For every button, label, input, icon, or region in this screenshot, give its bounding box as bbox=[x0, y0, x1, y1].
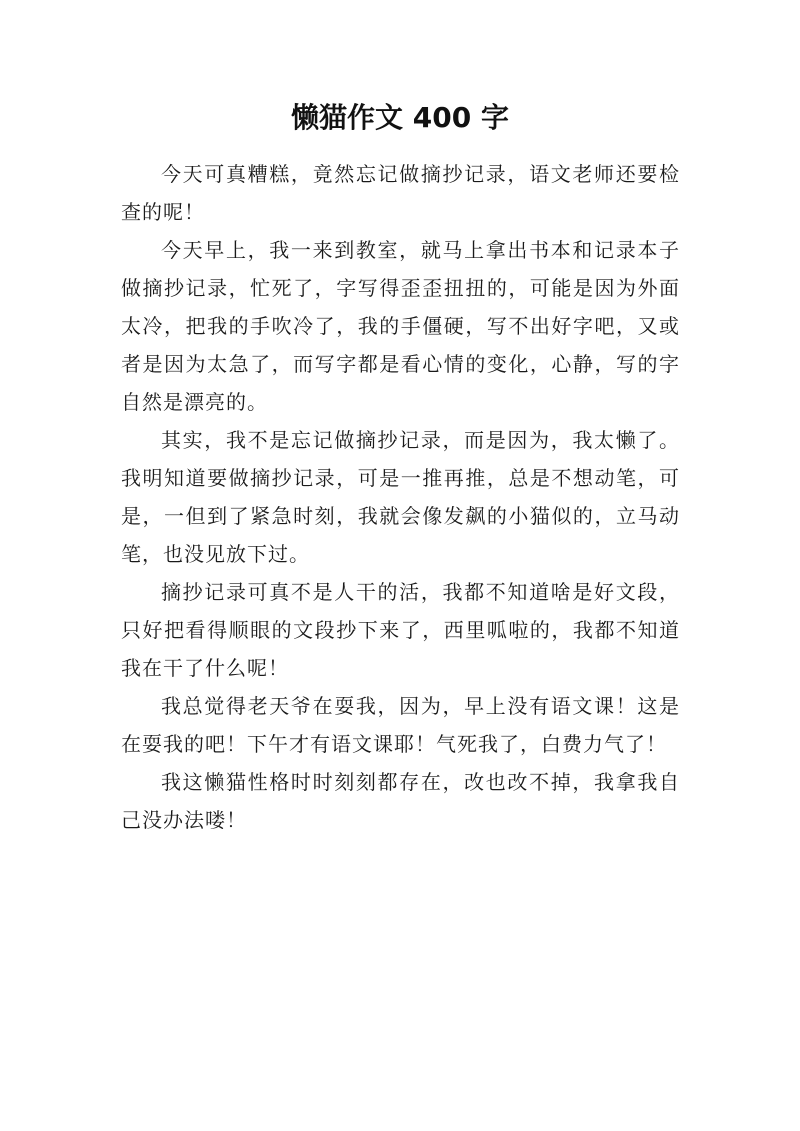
paragraph-6: 我这懒猫性格时时刻刻都存在，改也改不掉，我拿我自己没办法喽！ bbox=[121, 770, 680, 832]
paragraph-4: 摘抄记录可真不是人干的活，我都不知道啥是好文段，只好把看得顺眼的文段抄下来了，西里呱啦的，我都不知道我在干了什么呢！ bbox=[121, 580, 680, 680]
paragraph-3: 其实，我不是忘记做摘抄记录，而是因为，我太懒了。我明知道要做摘抄记录，可是一推再推，总是不想动笔，可是，一但到了紧急时刻，我就会像发飙的小猫似的，立马动笔，也没见放下过。 bbox=[121, 428, 680, 566]
paragraph-2: 今天早上，我一来到教室，就马上拿出书本和记录本子做摘抄记录，忙死了，字写得歪歪扭扭的，可能是因为外面太冷，把我的手吹冷了，我的手僵硬，写不出好字吧，又或者是因为太急了，而写字都是看心情的变化，心静，写的字自然是漂亮的。 bbox=[121, 238, 680, 414]
paragraph-5: 我总觉得老天爷在耍我，因为，早上没有语文课！这是在耍我的吧！下午才有语文课耶！气死我了，白费力气了！ bbox=[121, 694, 680, 756]
document-body bbox=[121, 155, 680, 839]
paragraph-1: 今天可真糟糕，竟然忘记做摘抄记录，语文老师还要检查的呢！ bbox=[121, 162, 680, 224]
document-title: 懒猫作文 400 字 bbox=[291, 101, 509, 134]
